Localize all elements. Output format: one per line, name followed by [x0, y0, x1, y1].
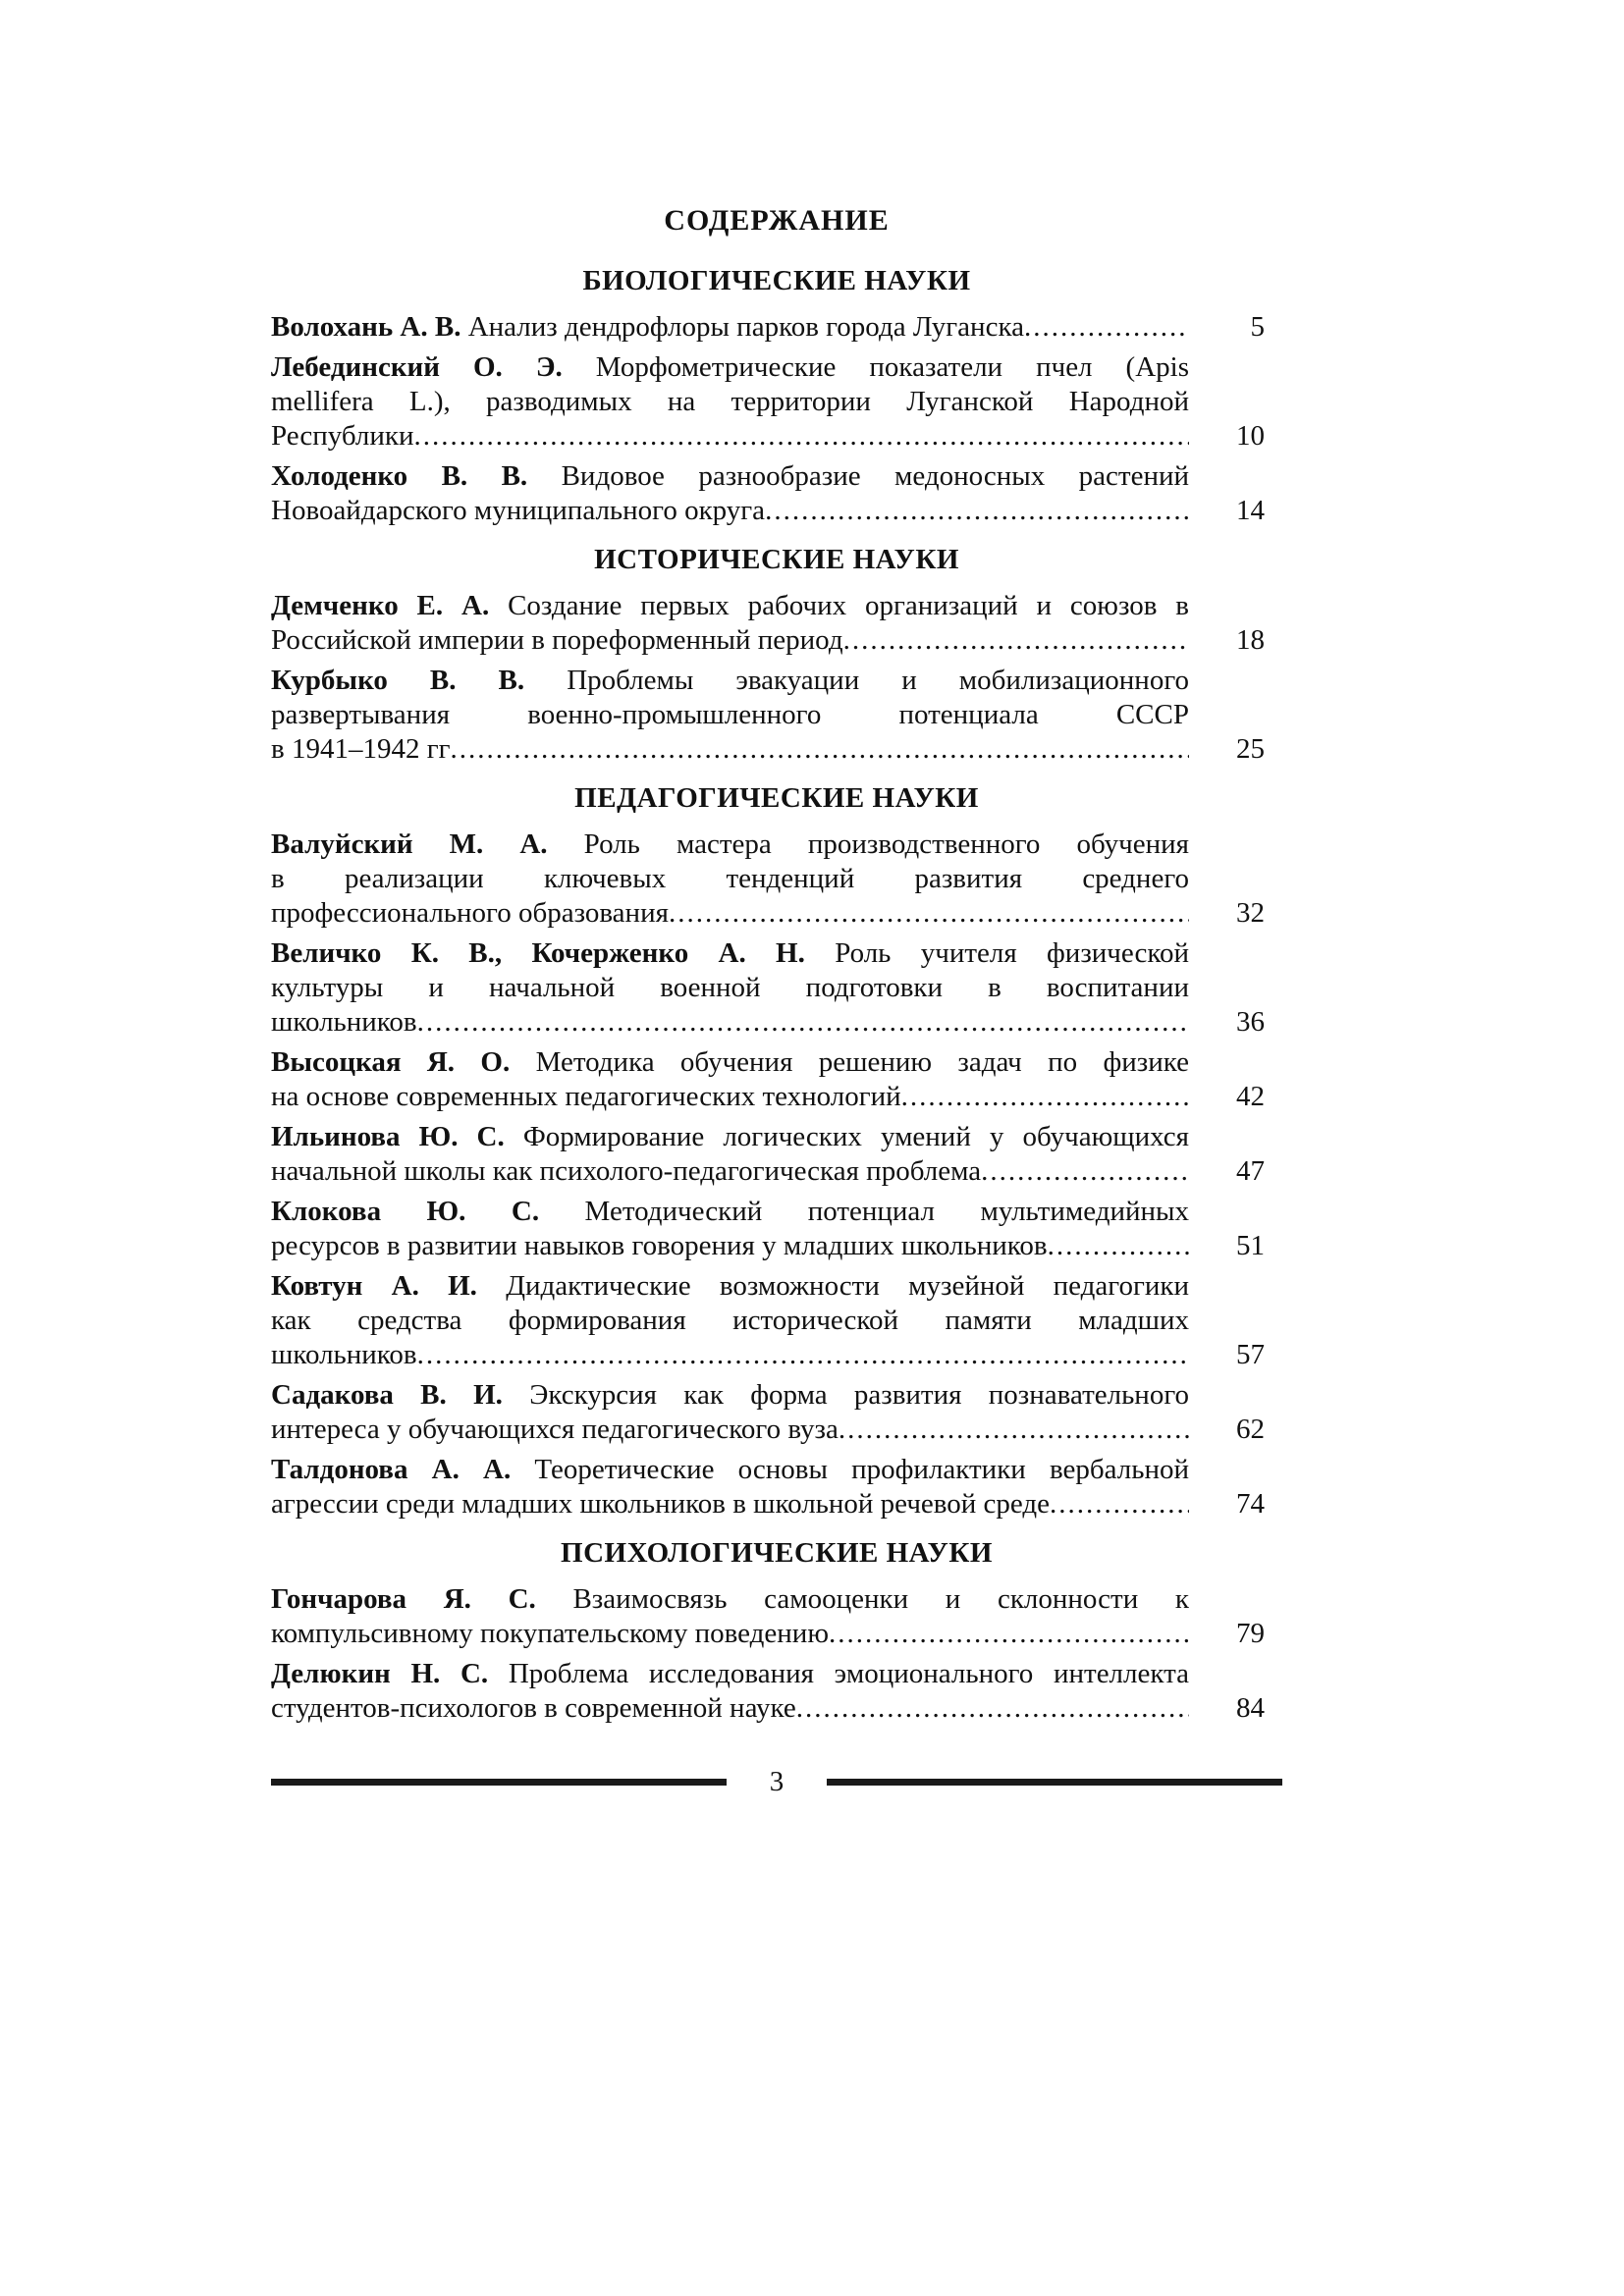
entry-text — [271, 936, 1189, 1040]
entry-line — [271, 310, 1189, 345]
section-heading: БИОЛОГИЧЕСКИЕ НАУКИ — [582, 265, 971, 296]
entry-line-text: ресурсов в развитии навыков говорения у младших школьников — [271, 1230, 1048, 1261]
toc-content — [271, 0, 1282, 1799]
entry-text — [271, 1120, 1189, 1189]
entry-page-number: 74 — [1236, 1488, 1265, 1520]
entry-text — [271, 1195, 1189, 1263]
entry-author: Ковтун А. И. — [271, 1270, 507, 1302]
entry-page-number: 36 — [1236, 1006, 1265, 1038]
entry-line: культуры и начальной военной подготовки в воспитании — [271, 972, 1189, 1003]
entry-line: Высоцкая Я. О. Методика обучения решению задач по физике — [271, 1046, 1189, 1078]
dot-leader — [839, 1413, 1189, 1447]
entry-author: Лебединский О. Э. — [271, 351, 596, 383]
toc-section — [271, 542, 1282, 767]
entry-text — [271, 664, 1189, 767]
entry-text — [271, 1269, 1189, 1372]
toc-entry — [271, 350, 1282, 454]
entry-text — [271, 1378, 1189, 1447]
footer-page-number: 3 — [769, 1766, 785, 1797]
dot-leader — [843, 623, 1189, 658]
entry-page-number: 25 — [1236, 733, 1265, 765]
entry-author: Делюкин Н. С. — [271, 1658, 509, 1689]
toc-entry — [271, 1582, 1282, 1651]
dot-leader — [1050, 1487, 1189, 1522]
entry-line — [271, 1229, 1189, 1263]
entry-page-number: 79 — [1236, 1618, 1265, 1649]
entry-line: Лебединский О. Э. Морфометрические показатели пчел (Apis — [271, 351, 1189, 383]
dot-leader — [1048, 1229, 1189, 1263]
entry-line-text: школьников — [271, 1339, 417, 1370]
entry-page-number: 18 — [1236, 624, 1265, 656]
toc-section — [271, 780, 1282, 1522]
dot-leader — [796, 1691, 1189, 1726]
dot-leader — [1024, 310, 1189, 345]
dot-leader — [901, 1080, 1189, 1114]
footer-rule-right — [827, 1779, 1282, 1786]
entry-page-number: 10 — [1236, 420, 1265, 452]
entry-line-text: интереса у обучающихся педагогического вуза — [271, 1414, 839, 1445]
toc-entry — [271, 1378, 1282, 1447]
entry-line-text: профессионального образования — [271, 897, 669, 929]
dot-leader — [413, 419, 1189, 454]
entry-author: Гончарова Я. С. — [271, 1583, 573, 1615]
entry-page-number: 62 — [1236, 1414, 1265, 1445]
entry-author: Величко К. В., Кочерженко А. Н. — [271, 937, 836, 969]
entry-page-number: 47 — [1236, 1155, 1265, 1187]
entry-line — [271, 896, 1189, 931]
entry-text — [271, 350, 1189, 454]
entry-line: как средства формирования исторической памяти младших — [271, 1305, 1189, 1336]
entry-line-text: Новоайдарского муниципального округа — [271, 495, 766, 526]
dot-leader — [981, 1154, 1189, 1189]
entry-text — [271, 828, 1189, 931]
entry-line: Валуйский М. А. Роль мастера производственного обучения — [271, 828, 1189, 860]
entry-text — [271, 459, 1189, 528]
entry-text — [271, 1453, 1189, 1522]
page-footer — [271, 1765, 1282, 1799]
dot-leader — [669, 896, 1189, 931]
entry-line: Ковтун А. И. Дидактические возможности музейной педагогики — [271, 1270, 1189, 1302]
entry-line: Гончарова Я. С. Взаимосвязь самооценки и склонности к — [271, 1583, 1189, 1615]
toc-entry — [271, 1269, 1282, 1372]
entry-line — [271, 1005, 1189, 1040]
entry-line: Делюкин Н. С. Проблема исследования эмоционального интеллекта — [271, 1658, 1189, 1689]
entry-author: Демченко Е. А. — [271, 590, 509, 621]
entry-author: Валуйский М. А. — [271, 828, 584, 860]
dot-leader — [417, 1338, 1189, 1372]
entry-line: mellifera L.), разводимых на территории Луганской Народной — [271, 386, 1189, 417]
dot-leader — [765, 494, 1189, 528]
entry-line: Садакова В. И. Экскурсия как форма развития познавательного — [271, 1379, 1190, 1411]
entry-line: Курбыко В. В. Проблемы эвакуации и мобилизационного — [271, 665, 1189, 696]
section-heading: ИСТОРИЧЕСКИЕ НАУКИ — [594, 544, 959, 575]
entry-line: Талдонова А. А. Теоретические основы профилактики вербальной — [271, 1454, 1189, 1485]
entry-line — [271, 1617, 1189, 1651]
entry-text — [271, 310, 1189, 345]
toc-entry — [271, 1657, 1282, 1726]
toc-entry — [271, 589, 1282, 658]
entry-line-text: школьников — [271, 1006, 417, 1038]
entry-line: Клокова Ю. С. Методический потенциал мультимедийных — [271, 1196, 1189, 1227]
entry-text — [271, 589, 1189, 658]
toc-entry — [271, 459, 1282, 528]
entry-author: Курбыко В. В. — [271, 665, 568, 696]
entry-page-number: 51 — [1236, 1230, 1265, 1261]
entry-line — [271, 494, 1189, 528]
entry-text — [271, 1582, 1189, 1651]
entry-author: Садакова В. И. — [271, 1379, 530, 1411]
entry-line — [271, 732, 1189, 767]
dot-leader — [450, 732, 1189, 767]
entry-line: Ильинова Ю. С. Формирование логических умений у обучающихся — [271, 1121, 1189, 1152]
entry-line-text: на основе современных педагогических технологий — [271, 1081, 901, 1112]
entry-author: Талдонова А. А. — [271, 1454, 535, 1485]
entry-line-text: в 1941–1942 гг — [271, 733, 451, 765]
entry-page-number: 5 — [1250, 311, 1265, 343]
entry-line: Величко К. В., Кочерженко А. Н. Роль учителя физической — [271, 937, 1189, 969]
entry-line-text: компульсивному покупательскому поведению — [271, 1618, 829, 1649]
entry-line-text: агрессии среди младших школьников в школьной речевой среде — [271, 1488, 1051, 1520]
entry-line: развертывания военно-промышленного потенциала СССР — [271, 699, 1189, 730]
toc-entry — [271, 1453, 1282, 1522]
entry-page-number: 42 — [1236, 1081, 1265, 1112]
toc-sections — [271, 263, 1282, 1726]
entry-line — [271, 1338, 1189, 1372]
toc-entry — [271, 1120, 1282, 1189]
toc-entry — [271, 310, 1282, 345]
entry-author: Ильинова Ю. С. — [271, 1121, 523, 1152]
entry-page-number: 84 — [1236, 1692, 1265, 1724]
toc-entry — [271, 1045, 1282, 1114]
entry-line — [271, 1413, 1189, 1447]
toc-section — [271, 1535, 1282, 1726]
entry-text — [271, 1045, 1189, 1114]
dot-leader — [417, 1005, 1189, 1040]
entry-line — [271, 1691, 1189, 1726]
entry-line-text: Республики — [271, 420, 414, 452]
entry-author: Высоцкая Я. О. — [271, 1046, 536, 1078]
page-title: СОДЕРЖАНИЕ — [664, 204, 890, 237]
footer-rule-left — [271, 1779, 727, 1786]
entry-line: Демченко Е. А. Создание первых рабочих организаций и союзов в — [271, 590, 1189, 621]
toc-entry — [271, 828, 1282, 931]
toc-entry — [271, 664, 1282, 767]
section-heading: ПЕДАГОГИЧЕСКИЕ НАУКИ — [574, 782, 979, 814]
entry-line: Холоденко В. В. Видовое разнообразие медоносных растений — [271, 460, 1189, 492]
entry-line — [271, 1487, 1189, 1522]
entry-line-text: начальной школы как психолого-педагогическая проблема — [271, 1155, 982, 1187]
entry-author: Холоденко В. В. — [271, 460, 562, 492]
entry-author: Волохань А. В. — [271, 311, 468, 343]
entry-page-number: 14 — [1236, 495, 1265, 526]
entry-page-number: 57 — [1236, 1339, 1265, 1370]
entry-line — [271, 1080, 1189, 1114]
toc-entry — [271, 1195, 1282, 1263]
entry-line — [271, 1154, 1189, 1189]
entry-text — [271, 1657, 1189, 1726]
entry-line: в реализации ключевых тенденций развития среднего — [271, 863, 1189, 894]
entry-line-text: Российской империи в пореформенный период — [271, 624, 843, 656]
entry-line — [271, 623, 1189, 658]
dot-leader — [829, 1617, 1189, 1651]
toc-entry — [271, 936, 1282, 1040]
entry-page-number: 32 — [1236, 897, 1265, 929]
entry-line-text: Волохань А. В. Анализ дендрофлоры парков города Луганска — [271, 311, 1024, 343]
section-heading: ПСИХОЛОГИЧЕСКИЕ НАУКИ — [561, 1537, 993, 1569]
toc-section — [271, 263, 1282, 528]
entry-line-text: студентов-психологов в современной науке — [271, 1692, 796, 1724]
entry-line — [271, 419, 1189, 454]
entry-author: Клокова Ю. С. — [271, 1196, 585, 1227]
